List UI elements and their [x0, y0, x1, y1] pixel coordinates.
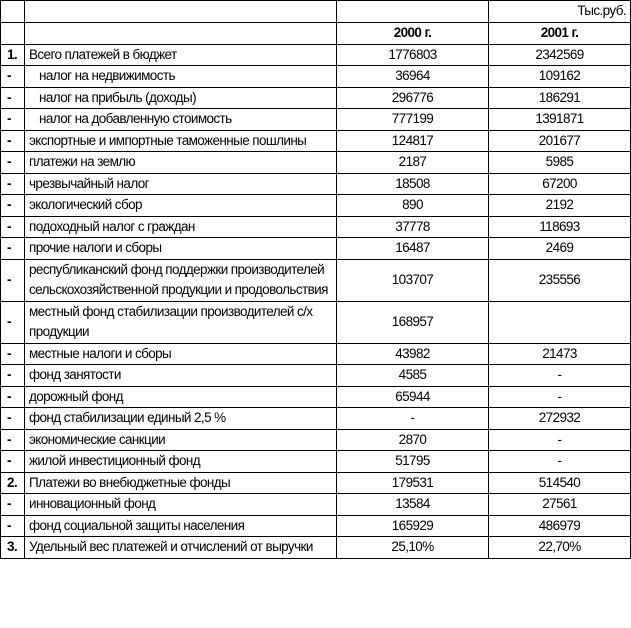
row-number-cell[interactable]: -	[1, 152, 25, 174]
row-number-cell[interactable]: -	[1, 494, 25, 516]
value-2000-cell[interactable]: 51795	[337, 451, 489, 473]
empty-cell[interactable]	[25, 1, 337, 23]
table-row	[1, 343, 631, 365]
table-row	[1, 301, 631, 343]
row-label-cell[interactable]: экспортные и импортные таможенные пошлины	[25, 130, 337, 152]
row-label-cell[interactable]: платежи на землю	[25, 152, 337, 174]
value-2000-cell[interactable]: 4585	[337, 365, 489, 387]
row-number-cell[interactable]: -	[1, 301, 25, 343]
value-2000-cell[interactable]: 777199	[337, 109, 489, 131]
value-2001-cell[interactable]: 1391871	[489, 109, 631, 131]
value-2000-cell[interactable]: 36964	[337, 66, 489, 88]
table-row	[1, 429, 631, 451]
value-2000-cell[interactable]: 2870	[337, 429, 489, 451]
value-2000-cell[interactable]: 65944	[337, 386, 489, 408]
value-2001-cell[interactable]: 186291	[489, 87, 631, 109]
row-number-cell[interactable]: -	[1, 408, 25, 430]
row-label-cell[interactable]: налог на добавленную стоимость	[25, 109, 337, 131]
value-2000-cell[interactable]: -	[337, 408, 489, 430]
row-number-cell[interactable]: -	[1, 451, 25, 473]
row-number-cell[interactable]: -	[1, 259, 25, 301]
table-row	[1, 87, 631, 109]
table-row	[1, 66, 631, 88]
value-2000-cell[interactable]: 296776	[337, 87, 489, 109]
value-2000-cell[interactable]: 103707	[337, 259, 489, 301]
row-number-cell[interactable]: -	[1, 87, 25, 109]
value-2001-cell[interactable]: 272932	[489, 408, 631, 430]
table-row	[1, 109, 631, 131]
empty-cell[interactable]	[337, 1, 489, 23]
row-label-cell[interactable]: дорожный фонд	[25, 386, 337, 408]
table-row	[1, 515, 631, 537]
row-number-cell[interactable]: -	[1, 343, 25, 365]
value-2001-cell[interactable]: 486979	[489, 515, 631, 537]
value-2001-cell[interactable]: 21473	[489, 343, 631, 365]
table-row	[1, 451, 631, 473]
empty-cell[interactable]	[1, 1, 25, 23]
table-row	[1, 173, 631, 195]
row-label-cell[interactable]: фонд стабилизации единый 2,5 %	[25, 408, 337, 430]
row-label-cell[interactable]: чрезвычайный налог	[25, 173, 337, 195]
table-row	[1, 259, 631, 301]
value-2001-cell[interactable]: 118693	[489, 216, 631, 238]
row-number-cell[interactable]: -	[1, 429, 25, 451]
value-2001-cell[interactable]: 5985	[489, 152, 631, 174]
table-row	[1, 152, 631, 174]
value-2001-cell[interactable]: 2469	[489, 238, 631, 260]
row-label-cell[interactable]: фонд социальной защиты населения	[25, 515, 337, 537]
value-2001-cell[interactable]: -	[489, 451, 631, 473]
row-label-cell[interactable]: экологический сбор	[25, 195, 337, 217]
row-label-cell[interactable]: Удельный вес платежей и отчислений от выручки	[25, 537, 337, 559]
value-2001-cell[interactable]	[489, 301, 631, 343]
row-number-cell[interactable]: -	[1, 386, 25, 408]
table-row	[1, 537, 631, 559]
header-2000[interactable]: 2000 г.	[337, 23, 489, 45]
value-2001-cell[interactable]: 22,70%	[489, 537, 631, 559]
table-row	[1, 494, 631, 516]
row-number-cell[interactable]: 1.	[1, 44, 25, 66]
row-label-cell[interactable]: жилой инвестиционный фонд	[25, 451, 337, 473]
value-2000-cell[interactable]: 43982	[337, 343, 489, 365]
value-2001-cell[interactable]: 514540	[489, 472, 631, 494]
row-number-cell[interactable]: -	[1, 109, 25, 131]
row-label-cell[interactable]: подоходный налог с граждан	[25, 216, 337, 238]
value-2000-cell[interactable]: 1776803	[337, 44, 489, 66]
value-2001-cell[interactable]: 109162	[489, 66, 631, 88]
value-2000-cell[interactable]: 124817	[337, 130, 489, 152]
row-label-cell[interactable]: Платежи во внебюджетные фонды	[25, 472, 337, 494]
row-number-cell[interactable]: -	[1, 365, 25, 387]
row-number-cell[interactable]: -	[1, 515, 25, 537]
unit-cell[interactable]: Тыс.руб.	[489, 1, 631, 23]
value-2001-cell[interactable]: 201677	[489, 130, 631, 152]
value-2001-cell[interactable]: 2342569	[489, 44, 631, 66]
row-label-cell[interactable]: фонд занятости	[25, 365, 337, 387]
value-2000-cell[interactable]: 25,10%	[337, 537, 489, 559]
row-label-cell[interactable]: Всего платежей в бюджет	[25, 44, 337, 66]
table-row	[1, 365, 631, 387]
header-row	[1, 23, 631, 45]
row-label-cell[interactable]: республиканский фонд поддержки производителей сельскохозяйственной продукции и продовольствия	[25, 259, 337, 301]
table-row	[1, 472, 631, 494]
table-row	[1, 216, 631, 238]
value-2000-cell[interactable]: 37778	[337, 216, 489, 238]
table-row	[1, 386, 631, 408]
row-label-cell[interactable]: налог на прибыль (доходы)	[25, 87, 337, 109]
value-2000-cell[interactable]: 168957	[337, 301, 489, 343]
value-2000-cell[interactable]: 890	[337, 195, 489, 217]
row-number-cell[interactable]: -	[1, 238, 25, 260]
value-2001-cell[interactable]: 2192	[489, 195, 631, 217]
row-label-cell[interactable]: налог на недвижимость	[25, 66, 337, 88]
value-2001-cell[interactable]: -	[489, 429, 631, 451]
row-number-cell[interactable]: -	[1, 173, 25, 195]
row-number-cell[interactable]: -	[1, 130, 25, 152]
table-row	[1, 408, 631, 430]
row-number-cell[interactable]: 2.	[1, 472, 25, 494]
row-label-cell[interactable]: экономические санкции	[25, 429, 337, 451]
unit-row	[1, 1, 631, 23]
row-label-cell[interactable]: местные налоги и сборы	[25, 343, 337, 365]
table-row	[1, 195, 631, 217]
value-2001-cell[interactable]: -	[489, 365, 631, 387]
table-row	[1, 130, 631, 152]
value-2001-cell[interactable]: 235556	[489, 259, 631, 301]
value-2001-cell[interactable]: 67200	[489, 173, 631, 195]
empty-cell[interactable]	[1, 23, 25, 45]
table-row	[1, 44, 631, 66]
row-number-cell[interactable]: -	[1, 66, 25, 88]
row-number-cell[interactable]: -	[1, 195, 25, 217]
value-2000-cell[interactable]: 2187	[337, 152, 489, 174]
value-2001-cell[interactable]: 27561	[489, 494, 631, 516]
row-label-cell[interactable]: прочие налоги и сборы	[25, 238, 337, 260]
row-label-cell[interactable]: инновационный фонд	[25, 494, 337, 516]
value-2000-cell[interactable]: 18508	[337, 173, 489, 195]
value-2000-cell[interactable]: 16487	[337, 238, 489, 260]
value-2000-cell[interactable]: 165929	[337, 515, 489, 537]
header-2001[interactable]: 2001 г.	[489, 23, 631, 45]
value-2000-cell[interactable]: 13584	[337, 494, 489, 516]
row-number-cell[interactable]: -	[1, 216, 25, 238]
row-number-cell[interactable]: 3.	[1, 537, 25, 559]
empty-cell[interactable]	[25, 23, 337, 45]
value-2001-cell[interactable]: -	[489, 386, 631, 408]
value-2000-cell[interactable]: 179531	[337, 472, 489, 494]
row-label-cell[interactable]: местный фонд стабилизации производителей с/х продукции	[25, 301, 337, 343]
table-row	[1, 238, 631, 260]
